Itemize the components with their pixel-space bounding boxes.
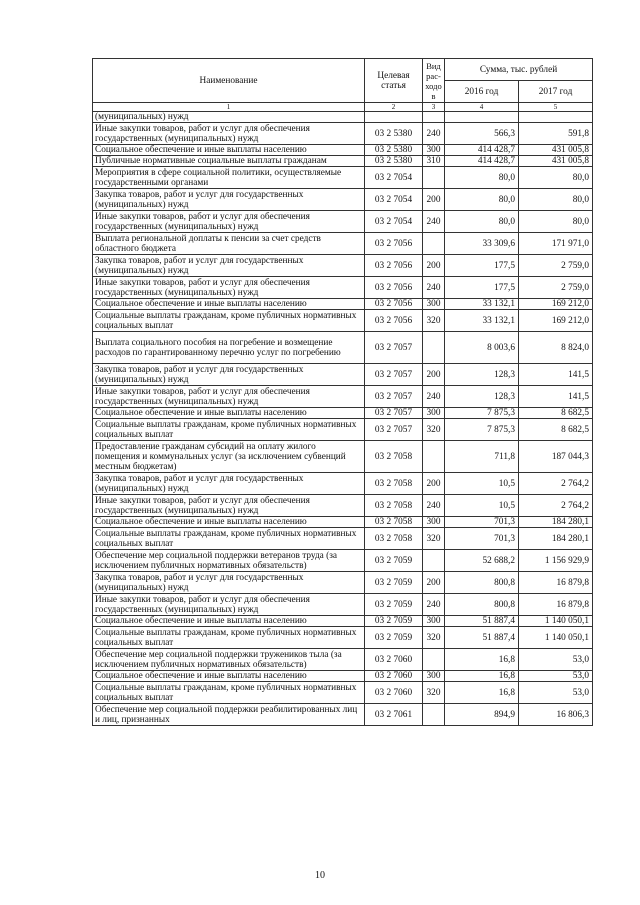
row-target-article: 03 2 7057 [365, 419, 423, 441]
row-target-article: 03 2 7060 [365, 649, 423, 671]
row-target-article: 03 2 7060 [365, 682, 423, 704]
row-expense-kind: 300 [423, 408, 445, 419]
row-sum-2017: 2 759,0 [519, 255, 593, 277]
row-sum-2017: 591,8 [519, 123, 593, 145]
column-number-row [93, 103, 593, 112]
row-sum-2016: 701,3 [445, 517, 519, 528]
header-expense-kind: Вид рас-ходов [423, 59, 445, 103]
row-expense-kind: 300 [423, 671, 445, 682]
row-expense-kind: 240 [423, 386, 445, 408]
row-target-article: 03 2 7056 [365, 299, 423, 310]
row-sum-2016: 51 887,4 [445, 627, 519, 649]
row-name: Иные закупки товаров, работ и услуг для обеспечения государственных (муниципальных) нужд [93, 123, 365, 145]
row-target-article: 03 2 7059 [365, 572, 423, 594]
row-sum-2017: 53,0 [519, 682, 593, 704]
table-row [93, 616, 593, 627]
table-row [93, 408, 593, 419]
row-sum-2017: 80,0 [519, 167, 593, 189]
row-expense-kind [423, 649, 445, 671]
table-row [93, 145, 593, 156]
row-sum-2016: 177,5 [445, 255, 519, 277]
row-expense-kind: 300 [423, 517, 445, 528]
row-expense-kind: 240 [423, 277, 445, 299]
table-row [93, 682, 593, 704]
row-name: Закупка товаров, работ и услуг для государственных (муниципальных) нужд [93, 189, 365, 211]
row-name: Иные закупки товаров, работ и услуг для обеспечения государственных (муниципальных) нужд [93, 594, 365, 616]
row-sum-2017: 80,0 [519, 189, 593, 211]
row-expense-kind [423, 704, 445, 726]
row-sum-2016: 894,9 [445, 704, 519, 726]
row-name: Иные закупки товаров, работ и услуг для обеспечения государственных (муниципальных) нужд [93, 495, 365, 517]
row-target-article: 03 2 7059 [365, 627, 423, 649]
row-sum-2016: 128,3 [445, 364, 519, 386]
row-target-article: 03 2 7057 [365, 386, 423, 408]
row-target-article: 03 2 7060 [365, 671, 423, 682]
row-sum-2017: 169 212,0 [519, 310, 593, 332]
row-sum-2017: 16 879,8 [519, 572, 593, 594]
column-number: 1 [93, 103, 365, 112]
column-number: 4 [445, 103, 519, 112]
row-sum-2017: 184 280,1 [519, 517, 593, 528]
table-row [93, 332, 593, 364]
row-name: Предоставление гражданам субсидий на оплату жилого помещения и коммунальных услуг (за исключением субвенций местным бюджетам) [93, 441, 365, 473]
row-name: Социальное обеспечение и иные выплаты населению [93, 616, 365, 627]
row-target-article: 03 2 7058 [365, 473, 423, 495]
row-sum-2016: 701,3 [445, 528, 519, 550]
row-target-article: 03 2 7058 [365, 441, 423, 473]
row-target-article: 03 2 7054 [365, 189, 423, 211]
row-sum-2017: 2 764,2 [519, 495, 593, 517]
row-sum-2017: 16 879,8 [519, 594, 593, 616]
row-sum-2016 [445, 112, 519, 123]
table-row [93, 649, 593, 671]
row-target-article: 03 2 7058 [365, 495, 423, 517]
row-name: (муниципальных) нужд [93, 112, 365, 123]
table-row [93, 473, 593, 495]
row-sum-2017: 8 824,0 [519, 332, 593, 364]
row-expense-kind: 200 [423, 473, 445, 495]
row-sum-2017: 169 212,0 [519, 299, 593, 310]
row-sum-2017: 8 682,5 [519, 408, 593, 419]
row-target-article: 03 2 7058 [365, 517, 423, 528]
budget-table [92, 58, 593, 726]
row-sum-2016: 80,0 [445, 167, 519, 189]
row-sum-2016: 10,5 [445, 495, 519, 517]
row-name: Социальные выплаты гражданам, кроме публичных нормативных социальных выплат [93, 682, 365, 704]
row-sum-2017: 141,5 [519, 386, 593, 408]
column-number: 5 [519, 103, 593, 112]
row-sum-2016: 33 309,6 [445, 233, 519, 255]
row-name: Закупка товаров, работ и услуг для государственных (муниципальных) нужд [93, 255, 365, 277]
table-row [93, 671, 593, 682]
table-row [93, 310, 593, 332]
row-target-article: 03 2 7061 [365, 704, 423, 726]
table-row [93, 704, 593, 726]
row-sum-2017: 1 156 929,9 [519, 550, 593, 572]
row-name: Социальное обеспечение и иные выплаты населению [93, 517, 365, 528]
table-row [93, 211, 593, 233]
row-sum-2016: 177,5 [445, 277, 519, 299]
row-expense-kind: 200 [423, 364, 445, 386]
row-sum-2016: 16,8 [445, 682, 519, 704]
row-name: Выплата региональной доплаты к пенсии за счет средств областного бюджета [93, 233, 365, 255]
row-name: Социальное обеспечение и иные выплаты населению [93, 671, 365, 682]
row-sum-2017: 184 280,1 [519, 528, 593, 550]
row-target-article: 03 2 7054 [365, 211, 423, 233]
row-name: Иные закупки товаров, работ и услуг для обеспечения государственных (муниципальных) нужд [93, 277, 365, 299]
row-expense-kind: 300 [423, 616, 445, 627]
row-sum-2017: 53,0 [519, 671, 593, 682]
table-row [93, 189, 593, 211]
row-name: Выплата социального пособия на погребение и возмещение расходов по гарантированному перечню услуг по погребению [93, 332, 365, 364]
table-row [93, 277, 593, 299]
row-sum-2016: 8 003,6 [445, 332, 519, 364]
row-expense-kind: 320 [423, 310, 445, 332]
row-target-article: 03 2 5380 [365, 156, 423, 167]
row-expense-kind [423, 550, 445, 572]
page-number: 10 [315, 870, 325, 881]
row-sum-2017 [519, 112, 593, 123]
row-target-article: 03 2 7056 [365, 310, 423, 332]
table-row [93, 419, 593, 441]
row-name: Обеспечение мер социальной поддержки реабилитированных лиц и лиц, признанных [93, 704, 365, 726]
row-expense-kind: 310 [423, 156, 445, 167]
table-row [93, 156, 593, 167]
table-body [93, 112, 593, 726]
table-row [93, 495, 593, 517]
row-expense-kind [423, 112, 445, 123]
row-target-article: 03 2 7057 [365, 408, 423, 419]
row-name: Мероприятия в сфере социальной политики, осуществляемые государственными органами [93, 167, 365, 189]
row-target-article: 03 2 5380 [365, 145, 423, 156]
header-name: Наименование [93, 59, 365, 103]
table-row [93, 233, 593, 255]
table-row [93, 441, 593, 473]
row-name: Закупка товаров, работ и услуг для государственных (муниципальных) нужд [93, 364, 365, 386]
row-sum-2016: 80,0 [445, 189, 519, 211]
row-expense-kind: 200 [423, 255, 445, 277]
row-expense-kind [423, 332, 445, 364]
row-expense-kind: 320 [423, 419, 445, 441]
row-name: Обеспечение мер социальной поддержки тружеников тыла (за исключением публичных нормативных обязательств) [93, 649, 365, 671]
row-name: Социальные выплаты гражданам, кроме публичных нормативных социальных выплат [93, 528, 365, 550]
table-row [93, 572, 593, 594]
row-name: Закупка товаров, работ и услуг для государственных (муниципальных) нужд [93, 473, 365, 495]
row-name: Иные закупки товаров, работ и услуг для обеспечения государственных (муниципальных) нужд [93, 211, 365, 233]
row-sum-2017: 1 140 050,1 [519, 616, 593, 627]
row-expense-kind [423, 441, 445, 473]
row-sum-2016: 128,3 [445, 386, 519, 408]
row-sum-2016: 414 428,7 [445, 156, 519, 167]
row-name: Социальные выплаты гражданам, кроме публичных нормативных социальных выплат [93, 419, 365, 441]
row-sum-2016: 414 428,7 [445, 145, 519, 156]
row-sum-2016: 800,8 [445, 572, 519, 594]
row-expense-kind [423, 233, 445, 255]
row-sum-2016: 51 887,4 [445, 616, 519, 627]
table-row [93, 594, 593, 616]
row-sum-2017: 16 806,3 [519, 704, 593, 726]
budget-document [92, 58, 592, 726]
row-name: Обеспечение мер социальной поддержки ветеранов труда (за исключением публичных нормативных обязательств) [93, 550, 365, 572]
row-sum-2016: 33 132,1 [445, 310, 519, 332]
row-sum-2016: 7 875,3 [445, 408, 519, 419]
row-target-article: 03 2 7057 [365, 332, 423, 364]
row-sum-2016: 566,3 [445, 123, 519, 145]
row-target-article: 03 2 7059 [365, 616, 423, 627]
table-row [93, 123, 593, 145]
row-name: Социальное обеспечение и иные выплаты населению [93, 408, 365, 419]
row-sum-2017: 171 971,0 [519, 233, 593, 255]
header-year-2017: 2017 год [519, 81, 593, 103]
row-name: Социальное обеспечение и иные выплаты населению [93, 145, 365, 156]
row-expense-kind: 240 [423, 211, 445, 233]
row-sum-2016: 16,8 [445, 649, 519, 671]
table-row [93, 550, 593, 572]
row-target-article: 03 2 7056 [365, 233, 423, 255]
table-row [93, 364, 593, 386]
row-expense-kind: 240 [423, 594, 445, 616]
row-name: Иные закупки товаров, работ и услуг для обеспечения государственных (муниципальных) нужд [93, 386, 365, 408]
header-year-2016: 2016 год [445, 81, 519, 103]
row-sum-2016: 16,8 [445, 671, 519, 682]
row-target-article: 03 2 7058 [365, 528, 423, 550]
table-row [93, 627, 593, 649]
row-expense-kind: 200 [423, 572, 445, 594]
row-expense-kind: 320 [423, 528, 445, 550]
row-expense-kind: 240 [423, 123, 445, 145]
row-target-article: 03 2 7059 [365, 594, 423, 616]
row-target-article: 03 2 7056 [365, 255, 423, 277]
header-sum: Сумма, тыс. рублей [445, 59, 593, 81]
table-row [93, 299, 593, 310]
row-sum-2017: 53,0 [519, 649, 593, 671]
row-target-article: 03 2 7056 [365, 277, 423, 299]
row-sum-2017: 8 682,5 [519, 419, 593, 441]
row-expense-kind: 300 [423, 299, 445, 310]
row-target-article: 03 2 7054 [365, 167, 423, 189]
row-sum-2016: 80,0 [445, 211, 519, 233]
row-sum-2016: 10,5 [445, 473, 519, 495]
row-target-article: 03 2 7057 [365, 364, 423, 386]
row-sum-2017: 187 044,3 [519, 441, 593, 473]
table-row [93, 167, 593, 189]
table-row [93, 528, 593, 550]
row-sum-2017: 2 764,2 [519, 473, 593, 495]
row-name: Публичные нормативные социальные выплаты гражданам [93, 156, 365, 167]
header-target-article: Целевая статья [365, 59, 423, 103]
table-row [93, 112, 593, 123]
row-name: Социальное обеспечение и иные выплаты населению [93, 299, 365, 310]
row-name: Социальные выплаты гражданам, кроме публичных нормативных социальных выплат [93, 310, 365, 332]
table-row [93, 255, 593, 277]
row-sum-2017: 431 005,8 [519, 156, 593, 167]
table-row [93, 517, 593, 528]
row-sum-2017: 431 005,8 [519, 145, 593, 156]
table-row [93, 386, 593, 408]
row-expense-kind [423, 167, 445, 189]
row-target-article: 03 2 7059 [365, 550, 423, 572]
row-expense-kind: 300 [423, 145, 445, 156]
row-sum-2016: 52 688,2 [445, 550, 519, 572]
row-sum-2017: 141,5 [519, 364, 593, 386]
row-expense-kind: 200 [423, 189, 445, 211]
column-number: 2 [365, 103, 423, 112]
column-number: 3 [423, 103, 445, 112]
row-expense-kind: 320 [423, 682, 445, 704]
row-target-article: 03 2 5380 [365, 123, 423, 145]
row-sum-2017: 1 140 050,1 [519, 627, 593, 649]
row-expense-kind: 240 [423, 495, 445, 517]
row-name: Социальные выплаты гражданам, кроме публичных нормативных социальных выплат [93, 627, 365, 649]
row-sum-2016: 800,8 [445, 594, 519, 616]
row-expense-kind: 320 [423, 627, 445, 649]
row-sum-2017: 2 759,0 [519, 277, 593, 299]
row-sum-2017: 80,0 [519, 211, 593, 233]
row-name: Закупка товаров, работ и услуг для государственных (муниципальных) нужд [93, 572, 365, 594]
row-sum-2016: 33 132,1 [445, 299, 519, 310]
row-sum-2016: 7 875,3 [445, 419, 519, 441]
row-sum-2016: 711,8 [445, 441, 519, 473]
row-target-article [365, 112, 423, 123]
